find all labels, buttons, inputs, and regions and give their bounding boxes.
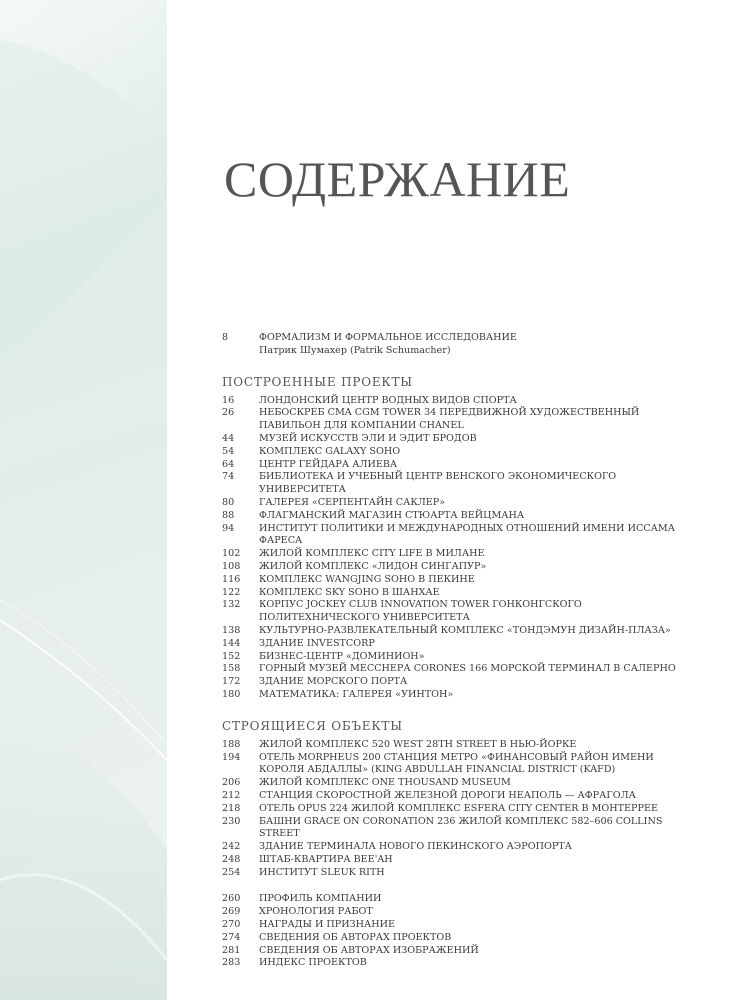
entry-title: НАГРАДЫ И ПРИЗНАНИЕ <box>259 919 395 931</box>
toc-entry[interactable] <box>222 790 702 803</box>
page-number: 212 <box>222 789 241 801</box>
page-number: 88 <box>222 509 235 521</box>
toc-entry[interactable] <box>222 548 702 561</box>
entry-title: СТАНЦИЯ СКОРОСТНОЙ ЖЕЛЕЗНОЙ ДОРОГИ НЕАПОЛЬ — АФРАГОЛА <box>259 789 636 801</box>
page-number: 64 <box>222 458 235 470</box>
entry-title: ОТЕЛЬ OPUS 224 ЖИЛОЙ КОМПЛЕКС ESFERA CITY CENTER В МОНТЕРРЕЕ <box>259 802 658 814</box>
toc-entry[interactable] <box>222 433 702 446</box>
entry-title: ПРОФИЛЬ КОМПАНИИ <box>259 893 382 905</box>
toc-entry-appendix[interactable] <box>222 906 702 919</box>
entry-title: ЖИЛОЙ КОМПЛЕКС ONE THOUSAND MUSEUM <box>259 777 511 789</box>
page-number: 218 <box>222 802 241 814</box>
toc-entry[interactable] <box>222 663 702 676</box>
toc-entry[interactable] <box>222 471 702 497</box>
entry-title: ИНСТИТУТ SLEUK RITH <box>259 866 385 878</box>
entry-title: ЗДАНИЕ МОРСКОГО ПОРТА <box>259 676 408 688</box>
decorative-photo-panel <box>0 0 167 1000</box>
entry-title: СВЕДЕНИЯ ОБ АВТОРАХ ИЗОБРАЖЕНИЙ <box>259 944 479 956</box>
entry-title: БИЗНЕС-ЦЕНТР «ДОМИНИОН» <box>259 650 425 662</box>
entry-title: ЗДАНИЕ ТЕРМИНАЛА НОВОГО ПЕКИНСКОГО АЭРОПОРТА <box>259 841 572 853</box>
page-number: 242 <box>222 841 241 853</box>
page-number: 102 <box>222 548 241 560</box>
toc-entry[interactable] <box>222 841 702 854</box>
page-number: 74 <box>222 471 235 483</box>
page-number: 248 <box>222 853 241 865</box>
page-title: СОДЕРЖАНИЕ <box>224 151 571 207</box>
section-spacer <box>222 879 702 893</box>
toc-entry-appendix[interactable] <box>222 945 702 958</box>
toc-entry[interactable] <box>222 854 702 867</box>
entry-title: НЕБОСКРЕБ CMA CGM TOWER 34 ПЕРЕДВИЖНОЙ ХУДОЖЕСТВЕННЫЙ ПАВИЛЬОН ДЛЯ КОМПАНИИ CHANEL <box>259 407 640 432</box>
page-number: 188 <box>222 738 241 750</box>
toc-entry[interactable] <box>222 459 702 472</box>
entry-title: ЛОНДОНСКИЙ ЦЕНТР ВОДНЫХ ВИДОВ СПОРТА <box>259 394 517 406</box>
page-number: 108 <box>222 560 241 572</box>
toc-entry[interactable] <box>222 689 702 702</box>
toc-entry-appendix[interactable] <box>222 957 702 970</box>
toc-entry-appendix[interactable] <box>222 893 702 906</box>
page-number: 144 <box>222 637 241 649</box>
table-of-contents <box>222 332 702 970</box>
page-number: 16 <box>222 394 235 406</box>
page-number: 94 <box>222 522 235 534</box>
page-number: 26 <box>222 407 235 419</box>
entry-title: КОМПЛЕКС GALAXY SOHO <box>259 445 401 457</box>
entry-title: КОМПЛЕКС SKY SOHO В ШАНХАЕ <box>259 586 440 598</box>
toc-entry[interactable] <box>222 523 702 549</box>
entry-title: ЖИЛОЙ КОМПЛЕКС 520 WEST 28TH STREET В НЬЮ-ЙОРКЕ <box>259 738 577 750</box>
page-number: 158 <box>222 663 241 675</box>
toc-entry[interactable] <box>222 816 702 842</box>
entry-author: Патрик Шумахер (Patrik Schumacher) <box>259 344 451 356</box>
entry-title: МАТЕМАТИКА: ГАЛЕРЕЯ «УИНТОН» <box>259 688 454 700</box>
page-number: 270 <box>222 919 241 931</box>
page-number: 180 <box>222 688 241 700</box>
page-number: 254 <box>222 866 241 878</box>
toc-entry[interactable] <box>222 395 702 408</box>
page-number: 122 <box>222 586 241 598</box>
page-number: 194 <box>222 751 241 763</box>
toc-entry[interactable] <box>222 574 702 587</box>
toc-entry[interactable] <box>222 497 702 510</box>
toc-entry[interactable] <box>222 599 702 625</box>
toc-entry[interactable] <box>222 739 702 752</box>
entry-title: БИБЛИОТЕКА И УЧЕБНЫЙ ЦЕНТР ВЕНСКОГО ЭКОНОМИЧЕСКОГО УНИВЕРСИТЕТА <box>259 471 617 496</box>
entry-title: ЖИЛОЙ КОМПЛЕКС «ЛИДОН СИНГАПУР» <box>259 560 487 572</box>
toc-entry[interactable] <box>222 407 702 433</box>
toc-entry[interactable] <box>222 651 702 664</box>
entry-title: ГАЛЕРЕЯ «СЕРПЕНТАЙН САКЛЕР» <box>259 496 446 508</box>
entry-title: ГОРНЫЙ МУЗЕЙ МЕССНЕРА CORONES 166 МОРСКОЙ ТЕРМИНАЛ В САЛЕРНО <box>259 663 676 675</box>
page-number: 152 <box>222 650 241 662</box>
entry-title: ЖИЛОЙ КОМПЛЕКС CITY LIFE В МИЛАНЕ <box>259 548 485 560</box>
page-number: 44 <box>222 432 235 444</box>
toc-entry[interactable] <box>222 752 702 778</box>
entry-title: БАШНИ GRACE ON CORONATION 236 ЖИЛОЙ КОМПЛЕКС 582–606 COLLINS STREET <box>259 815 663 840</box>
page-number: 54 <box>222 445 235 457</box>
entry-title: КОРПУС JOCKEY CLUB INNOVATION TOWER ГОНКОНГСКОГО ПОЛИТЕХНИЧЕСКОГО УНИВЕРСИТЕТА <box>259 599 582 624</box>
entry-title: ЗДАНИЕ INVESTCORP <box>259 637 375 649</box>
page-number: 269 <box>222 906 241 918</box>
entry-title: ЦЕНТР ГЕЙДАРА АЛИЕВА <box>259 458 398 470</box>
toc-entry[interactable] <box>222 446 702 459</box>
entry-title: ОТЕЛЬ MORPHEUS 200 СТАНЦИЯ МЕТРО «ФИНАНСОВЫЙ РАЙОН ИМЕНИ КОРОЛЯ АБДАЛЛЫ» (KING ABDULLAH FINANCIAL DISTRICT (KAFD) <box>259 751 654 776</box>
page-number: 8 <box>222 332 229 343</box>
page-number: 80 <box>222 496 235 508</box>
entry-title: ХРОНОЛОГИЯ РАБОТ <box>259 906 373 918</box>
toc-entry[interactable] <box>222 510 702 523</box>
toc-entry[interactable] <box>222 587 702 600</box>
section-title-built-projects: ПОСТРОЕННЫЕ ПРОЕКТЫ <box>222 374 413 389</box>
entry-title: СВЕДЕНИЯ ОБ АВТОРАХ ПРОЕКТОВ <box>259 931 452 943</box>
page-number: 206 <box>222 777 241 789</box>
page-number: 132 <box>222 599 241 611</box>
entry-title: МУЗЕЙ ИСКУССТВ ЭЛИ И ЭДИТ БРОДОВ <box>259 432 477 444</box>
page-number: 138 <box>222 624 241 636</box>
entry-title: ШТАБ-КВАРТИРА BEE'AH <box>259 853 393 865</box>
toc-entry[interactable] <box>222 867 702 880</box>
toc-entry-appendix[interactable] <box>222 932 702 945</box>
entry-title: КОМПЛЕКС WANGJING SOHO В ПЕКИНЕ <box>259 573 475 585</box>
page-number: 230 <box>222 815 241 827</box>
entry-title: ФОРМАЛИЗМ И ФОРМАЛЬНОЕ ИССЛЕДОВАНИЕ <box>259 332 517 343</box>
toc-entry[interactable] <box>222 625 702 638</box>
entry-title: ИНСТИТУТ ПОЛИТИКИ И МЕЖДУНАРОДНЫХ ОТНОШЕНИЙ ИМЕНИ ИССАМА ФАРЕСА <box>259 522 675 547</box>
page-number: 281 <box>222 944 241 956</box>
section-title-under-construction: СТРОЯЩИЕСЯ ОБЪЕКТЫ <box>222 718 403 733</box>
page-number: 116 <box>222 573 241 585</box>
toc-entry[interactable] <box>222 638 702 651</box>
page-number: 274 <box>222 931 241 943</box>
toc-entry-appendix[interactable] <box>222 919 702 932</box>
toc-entry[interactable] <box>222 803 702 816</box>
entry-title: ИНДЕКС ПРОЕКТОВ <box>259 957 367 969</box>
architecture-photo-graphic <box>0 0 167 1000</box>
page-number: 172 <box>222 676 241 688</box>
page-number: 260 <box>222 893 241 905</box>
toc-entry[interactable] <box>222 561 702 574</box>
toc-entry[interactable] <box>222 676 702 689</box>
page-number: 283 <box>222 957 241 969</box>
toc-entry-intro[interactable] <box>222 332 702 358</box>
entry-title: КУЛЬТУРНО-РАЗВЛЕКАТЕЛЬНЫЙ КОМПЛЕКС «ТОНДЭМУН ДИЗАЙН-ПЛАЗА» <box>259 624 671 636</box>
entry-title: ФЛАГМАНСКИЙ МАГАЗИН СТЮАРТА ВЕЙЦМАНА <box>259 509 525 521</box>
toc-entry[interactable] <box>222 777 702 790</box>
